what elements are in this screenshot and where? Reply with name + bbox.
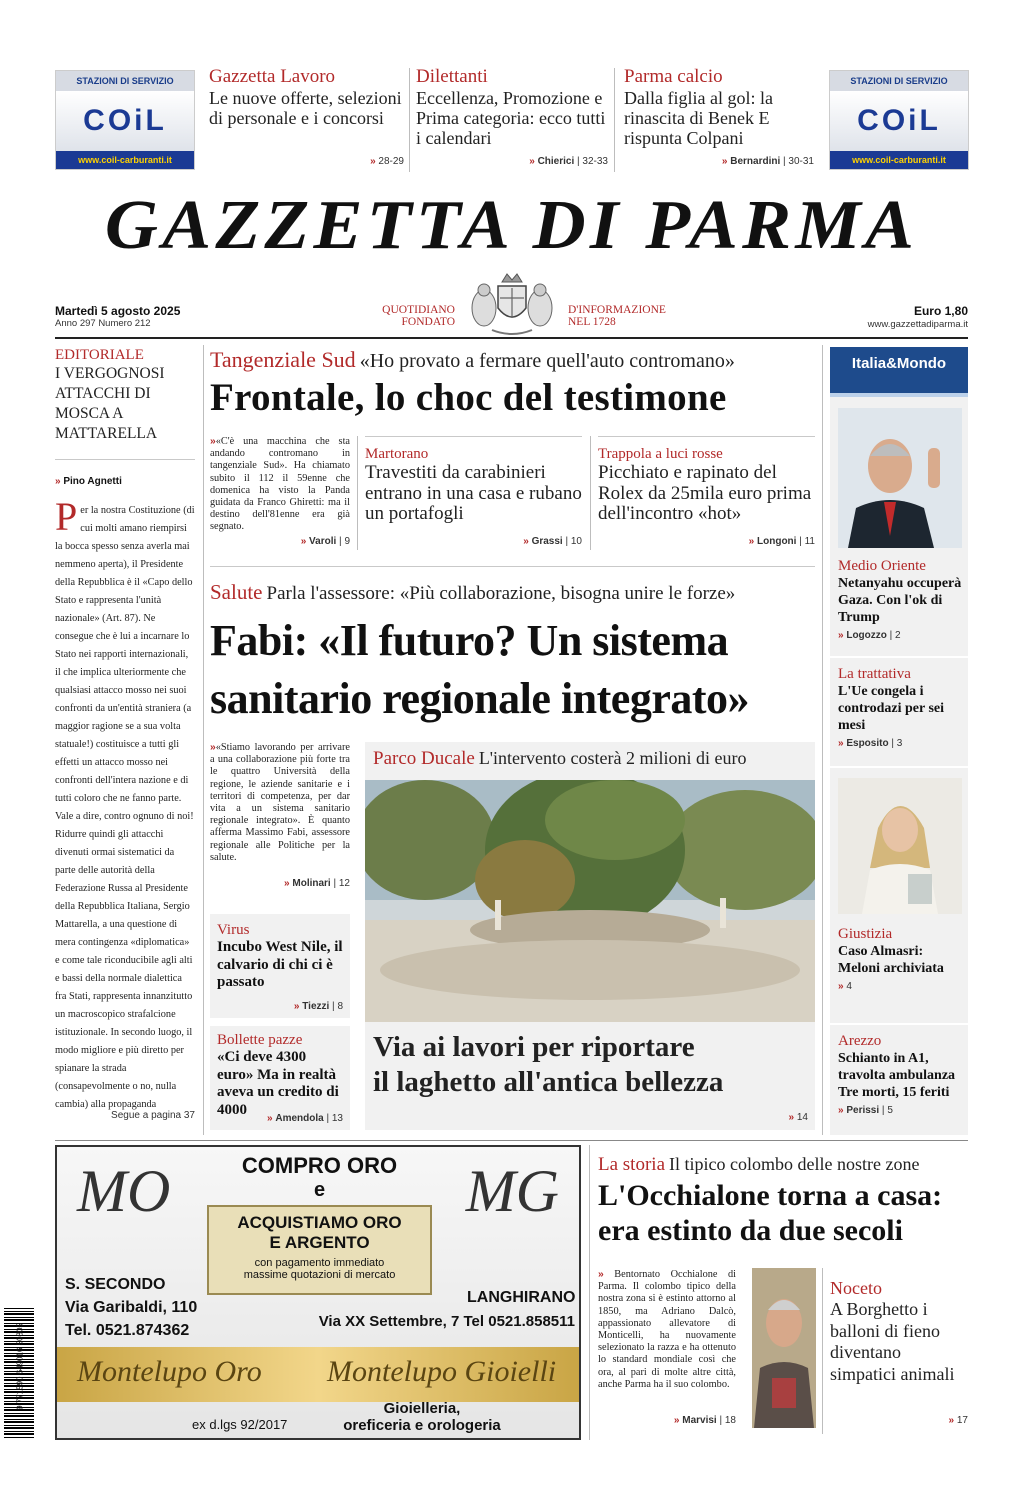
coil-logo: COiL [83,104,167,137]
editorial-continue[interactable]: Segue a pagina 37 [111,1110,195,1121]
teaser-category: Parma calcio [624,66,723,87]
teaser-category: Gazzetta Lavoro [209,66,336,87]
teaser-parma-calcio[interactable]: Parma calcio Dalla figlia al gol: la rinascita di Benek E rispunta Colpani » Bernardini | 30-31 [624,66,814,167]
box-text: «Ci deve 4300 euro» Ma in realtà aveva un credito di 4000 [217,1049,339,1118]
sidebar-item-trattativa[interactable]: La trattativa L'Ue congela i controdazi per sei mesi » Esposito | 3 [838,666,964,749]
box-page: 8 [337,1001,343,1012]
lead-header[interactable] [210,347,815,373]
parco-kicker: Parco Ducale [373,748,475,769]
sub-story-martorano[interactable] [365,446,582,525]
storia-body: Bentornato Occhialone di Parma. Il colombo tipico della nostra zona si è estinto attorno al 1850, ma Adriano Dalcò, appassionato allevatore di Monticelli, ha nuovamente selezionato la razza e ha ottenuto lo standard mondiale così che ora, al pari di molte altre città, anche Parma ha il suo colombo. [598,1269,737,1390]
salute-header[interactable] [210,580,815,605]
storia-header[interactable] [598,1154,919,1176]
teaser-category: Dilettanti [416,66,488,87]
issue-number: Anno 297 Numero 212 [55,318,151,329]
lead-page: 9 [344,536,350,547]
parco-lake-photo [365,780,815,1022]
motto-right: D'INFORMAZIONE NEL 1728 [568,304,666,328]
parco-headline[interactable]: Via ai lavori per riportare il laghetto all'antica bellezza [373,1031,724,1098]
storia-headline[interactable]: L'Occhialone torna a casa: era estinto da due secoli [598,1179,943,1247]
coat-of-arms-icon [462,268,562,340]
noceto-kicker: Noceto [830,1278,882,1298]
storia-page: 18 [724,1415,736,1426]
sub-story-author: Grassi [531,536,563,547]
editorial-author: Pino Agnetti [63,476,122,487]
box-author: Tiezzi [302,1001,330,1012]
ad-law-ref: ex d.lgs 92/2017 [192,1417,288,1432]
lead-deck: «Ho provato a fermare quell'auto contromano» [359,350,735,372]
sidebar-author: Logozzo [846,630,887,641]
storia-body-box: » Bentornato Occhialone di Parma. Il colombo tipico della nostra zona si è estinto attorno al 1850, ma Adriano Dalcò, appassionato allevatore di Monticelli, ha nuovamente selezionato la razza e ha ottenuto lo standard mondiale così che ora, al pari di molte altre città, anche Parma ha il suo colombo. [598,1269,737,1390]
sub-story-text: Picchiato e rapinato del Rolex da 25mila euro prima dell'incontro «hot» [598,462,812,524]
gold-ad[interactable] [55,1145,581,1440]
sidebar-page: 4 [846,981,852,992]
coil-logo: COiL [857,104,941,137]
sidebar-page: 3 [896,738,903,749]
sidebar-author: Esposito [846,738,889,749]
sub-story-author: Longoni [757,536,797,547]
meloni-photo [838,778,962,914]
editorial-body-wrap [55,500,195,1110]
teaser-author: Bernardini [730,156,781,167]
masthead-title[interactable]: GAZZETTA DI PARMA [104,187,919,264]
coil-ad-top: STAZIONI DI SERVIZIO [56,71,194,91]
box-text: Incubo West Nile, il calvario di chi ci è passato [217,939,343,990]
ad-offer-box: ACQUISTIAMO ORO E ARGENTO con pagamento immediato massime quotazioni di mercato [207,1205,432,1295]
editorial-body: er la nostra Costituzione (di cui molti amano riempirsi la bocca spesso senza averla mai nemmeno aperta), il Presidente della Repubblica è il «Capo dello Stato e rappresenta l'unità nazionale» (Art. 87). Ne consegue che è lui a incarnare lo Stato nei rapporti internazionali, il che implica ulteriormente che qualsiasi attacco mosso nei suoi confronti da un'entità straniera (a maggior ragione se a sua volta statuale!) costituisce a tutti gli effetti un attacco mosso nei confronti dell'intera nazione e di tutti coloro che ne fanno parte. Vale a dire, contro ognuno di noi! Ridurre quindi gli attacchi divenuti ormai sistematici da parte delle autorità della Federazione Russa al Presidente della Repubblica Italiana, Sergio Mattarella, a una questione di mera contingenza «diplomatica» e come tale riconducibile agli alti e bassi della normale dialettica fra Stati, rappresenta innanzitutto un macroscopico strafalcione istituzionale. In secondo luogo, il modo migliore e più diretto per spianare la strada (consapevolmente o no, nulla cambia) alla propaganda [55,505,195,1110]
sidebar-text: L'Ue congela i controdazi per sei mesi [838,684,945,733]
editorial-author-line: » Pino Agnetti [55,476,122,487]
sidebar-kicker: Giustizia [838,926,893,942]
editorial-title: I VERGOGNOSI ATTACCHI DI MOSCA A MATTARELLA [55,365,165,442]
lead-kicker: Tangenziale Sud [210,347,356,372]
ad-monogram-left: MO [77,1158,171,1224]
ad-right-town: LANGHIRANO [467,1289,576,1306]
teaser-author: Chierici [537,156,575,167]
salute-kicker: Salute [210,580,263,604]
teaser-pages: 32-33 [582,156,608,167]
ad-tagline: Gioielleria, oreficeria e orologeria [343,1400,501,1434]
coil-ad-url: www.coil-carburanti.it [56,151,194,169]
sidebar-page: 5 [887,1105,893,1116]
ad-brand-gioielli: Montelupo Gioielli [327,1355,557,1388]
sidebar-kicker: Arezzo [838,1033,882,1049]
parco-header [373,748,746,770]
netanyahu-photo [838,408,962,548]
sub-story-kicker: Trappola a luci rosse [598,446,723,462]
storia-author: Marvisi [682,1415,717,1426]
lead-body-box: »«C'è una macchina che sta andando contromano in tangenziale Sud». Ha chiamato subito il 112 il 59enne che domenica ha visto la Panda guidata da Franco Ghiretti: ma il destino dell'81enne era già segnato. [210,436,350,533]
coil-ad-top: STAZIONI DI SERVIZIO [830,71,968,91]
coil-ad-url: www.coil-carburanti.it [830,151,968,169]
sidebar-item-giustizia[interactable]: Giustizia Caso Almasri: Meloni archiviata » 4 [838,926,964,992]
salute-body-box: »«Stiamo lavorando per arrivare a una collaborazione più forte tra le quattro Università della regione, le aziende sanitarie e i territori di competenza, per dar vita a un sistema sanitario regionale integrato». È quanto afferma Massimo Fabi, assessore regionale alle Politiche per la salute. [210,742,350,863]
dalco-photo [752,1268,816,1428]
editorial[interactable] [55,347,195,444]
coil-ad-right[interactable] [829,70,969,170]
teaser-pages: 28-29 [378,156,404,167]
lead-author: Varoli [309,536,337,547]
sub-story-trappola[interactable] [598,446,815,525]
lead-headline[interactable]: Frontale, lo choc del testimone [210,376,727,419]
teaser-text: Le nuove offerte, selezioni di personale e i concorsi [209,88,402,128]
storia-kicker: La storia [598,1154,666,1175]
ad-and: e [313,1179,326,1201]
ad-right-address: Via XX Settembre, 7 Tel 0521.858511 [318,1313,575,1330]
salute-headline[interactable]: Fabi: «Il futuro? Un sistema sanitario regionale integrato» [210,616,749,723]
box-virus[interactable]: Virus Incubo West Nile, il calvario di chi ci è passato » Tiezzi | 8 [210,914,350,1018]
teaser-text: Eccellenza, Promozione e Prima categoria: ecco tutti i calendari [416,88,606,148]
sub-story-text: Travestiti da carabinieri entrano in una casa e rubano un portafogli [365,462,582,524]
teaser-text: Dalla figlia al gol: la rinascita di Benek E rispunta Colpani [624,88,773,148]
editorial-kicker: EDITORIALE [55,347,144,363]
parco-deck: L'intervento costerà 2 milioni di euro [478,748,747,768]
sidebar-text: Netanyahu occuperà Gaza. Con l'ok di Trump [838,576,962,625]
sidebar-item-arezzo[interactable]: Arezzo Schianto in A1, travolta ambulanza Tre morti, 15 feriti » Perissi | 5 [838,1033,964,1116]
sub-story-page: 11 [804,536,815,547]
ad-compro-oro: COMPRO ORO [241,1153,398,1178]
price: Euro 1,80 [913,304,968,318]
editorial-dropcap: P [55,500,78,539]
teaser-dilettanti[interactable]: Dilettanti Eccellenza, Promozione e Prima categoria: ecco tutti i calendari » Chierici | 32-33 [416,66,608,167]
sidebar-text: Caso Almasri: Meloni archiviata [838,944,944,976]
sidebar-text: Schianto in A1, travolta ambulanza Tre morti, 15 feriti [838,1051,956,1100]
motto-left: QUOTIDIANO FONDATO [382,304,455,328]
box-bollette[interactable]: Bollette pazze «Ci deve 4300 euro» Ma in realtà aveva un credito di 4000 » Amendola | 13 [210,1026,350,1130]
noceto-page: 17 [956,1415,968,1426]
sidebar-kicker: La trattativa [838,666,911,682]
ad-brand-oro: Montelupo Oro [77,1355,262,1388]
ad-monogram-right: MG [465,1158,559,1224]
section-italia-mondo[interactable]: Italia&Mondo [830,347,968,397]
salute-body: «Stiamo lavorando per arrivare a una collaborazione più forte tra le quattro Università della regione, le aziende sanitarie e i territori di competenza, per dar vita a un sistema sanitario regionale integrato». È quanto afferma Massimo Fabi, assessore regionale alle Politiche per la salute. [210,742,350,863]
sidebar-item-medio-oriente[interactable]: Medio Oriente Netanyahu occuperà Gaza. Con l'ok di Trump » Logozzo | 2 [838,558,964,641]
salute-page: 12 [338,878,350,889]
sub-story-kicker: Martorano [365,446,429,462]
sidebar-author: Perissi [846,1105,880,1116]
box-page: 13 [331,1113,343,1124]
website-link[interactable]: www.gazzettadiparma.it [867,319,968,330]
sub-story-page: 10 [570,536,582,547]
noceto-text: A Borghetto i balloni di fieno diventano simpatici animali [830,1299,955,1384]
storia-deck: Il tipico colombo delle nostre zone [669,1154,920,1174]
barcode-number: 9 771590 649016 50805 [15,1323,25,1410]
sidebar-page: 2 [895,630,901,641]
salute-author: Molinari [292,878,331,889]
box-kicker: Bollette pazze [217,1032,303,1048]
teaser-lavoro[interactable]: Gazzetta Lavoro Le nuove offerte, selezioni di personale e i concorsi » 28-29 [209,66,404,167]
lead-body: «C'è una macchina che sta andando contromano in tangenziale Sud». Ha chiamato subito il 112 il 59enne che domenica ha visto la Panda guidata da Franco Ghiretti: ma il destino dell'81enne era già segnato. [210,436,350,533]
box-author: Amendola [275,1113,324,1124]
ad-left-address: S. SECONDO Via Garibaldi, 110 Tel. 0521.874362 [65,1276,198,1339]
issue-date: Martedì 5 agosto 2025 [55,304,181,318]
box-kicker: Virus [217,922,250,938]
coil-ad-left[interactable] [55,70,195,170]
teaser-pages: 30-31 [788,156,814,167]
noceto-story[interactable] [830,1278,968,1385]
salute-deck: Parla l'assessore: «Più collaborazione, bisogna unire le forze» [266,583,736,604]
sidebar-kicker: Medio Oriente [838,558,926,574]
parco-page: 14 [796,1112,808,1123]
